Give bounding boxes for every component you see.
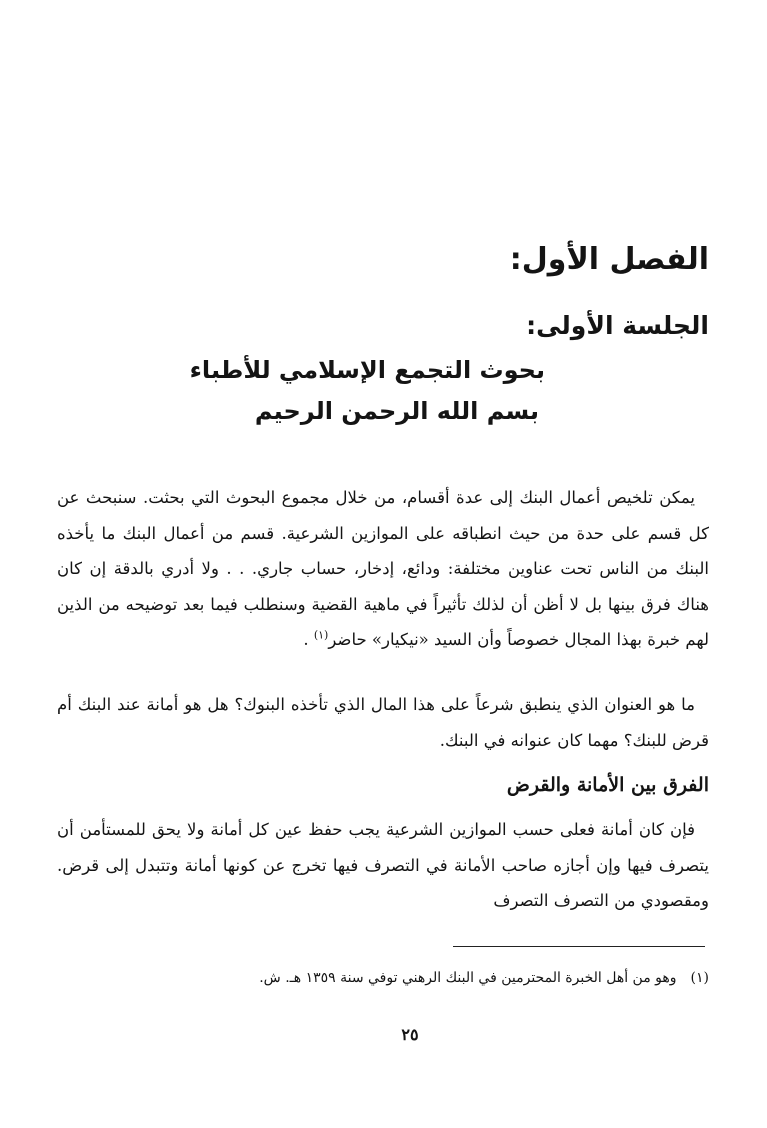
- footnote-marker: (١): [690, 970, 709, 986]
- paragraph-3: فإن كان أمانة فعلى حسب الموازين الشرعية يجب حفظ عين كل أمانة ولا يحق للمستأمن أن يتصرف فيها وإن أجازه صاحب الأمانة في التصرف فيها تخرج عن كونها أمانة وتتبدل إلى قرض. ومقصودي من التصرف التصرف: [57, 820, 709, 910]
- chapter-title: الفصل الأول:: [509, 242, 709, 277]
- footnote: [259, 963, 709, 993]
- conference-title: بحوث التجمع الإسلامي للأطباء: [189, 356, 545, 384]
- footnote-text: وهو من أهل الخبرة المحترمين في البنك الرهني توفي سنة ١٣٥٩ هـ. ش.: [259, 970, 677, 986]
- paragraph-1-end: .: [303, 630, 314, 649]
- footnote-divider: [453, 946, 705, 947]
- page-number: ٢٥: [401, 1025, 419, 1044]
- paragraph-1: [57, 480, 709, 658]
- section-heading: الفرق بين الأمانة والقرض: [506, 774, 709, 796]
- session-title: الجلسة الأولى:: [526, 311, 709, 340]
- paragraph-1-text: يمكن تلخيص أعمال البنك إلى عدة أقسام، من خلال مجموع البحوث التي بحثت. سنبحث عن كل قسم على حدة من حيث انطباقه على الموازين الشرعية. قسم من أعمال البنك ما يأخذه البنك من الناس تحت عناوين مختلفة: ودائع، إدخار، حساب جاري. . . ولا أدري بالدقة إن كان هناك فرق بينها بل لا أظن أن لذلك تأثيراً في ماهية القضية وسنطلب فيما بعد توضيحه من الذين لهم خبرة بهذا المجال خصوصاً وأن السيد «نيكيار» حاضر: [57, 488, 709, 649]
- footnote-reference[interactable]: (١): [313, 628, 329, 642]
- paragraph-2: ما هو العنوان الذي ينطبق شرعاً على هذا المال الذي تأخذه البنوك؟ هل هو أمانة عند البنك أم قرض للبنك؟ مهما كان عنوانه في البنك.: [57, 695, 709, 750]
- basmala: بسم الله الرحمن الرحيم: [254, 397, 539, 425]
